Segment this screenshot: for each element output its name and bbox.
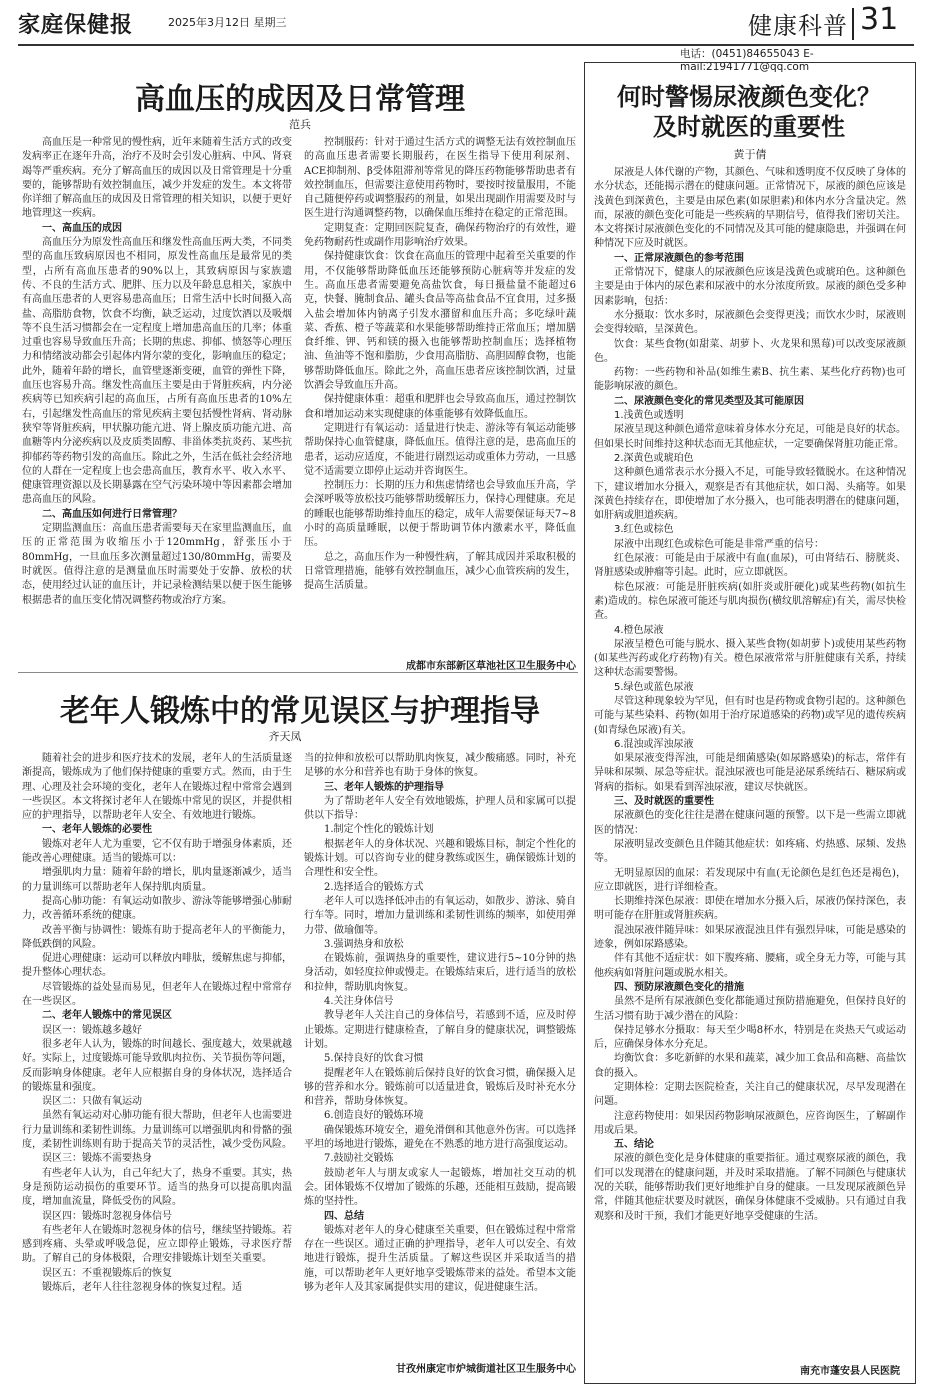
paragraph: 当的拉伸和放松可以帮助肌肉恢复，减少酸痛感。同时，补充足够的水分和营养也有助于身体的恢复。	[304, 753, 576, 779]
page-header	[0, 0, 930, 48]
paragraph: 误区四：锻炼时忽视身体信号	[42, 1210, 172, 1222]
paragraph: 1.制定个性化的锻炼计划	[324, 824, 434, 836]
paragraph: 这种颜色通常表示水分摄入不足，可能导致轻微脱水。在这种情况下，建议增加水分摄入，观察是否有其他症状，如口渴、头痛等。如果深黄色持续存在，即使增加了水分摄入，也可能表明潜在的健康问题，如肝病或胆道疾病。	[594, 467, 906, 522]
paragraph: 红色尿液：可能是由于尿液中有血(血尿)，可由肾结石、膀胱炎、肾脏感染或肿瘤等引起。此时，应立即就医。	[594, 553, 906, 579]
section-heading: 一、高血压的成因	[42, 222, 122, 234]
article2-column-1	[22, 752, 292, 1378]
article3-title	[588, 82, 910, 142]
section-heading: 一、老年人锻炼的必要性	[42, 824, 152, 836]
paragraph: 无明显原因的血尿：若发现尿中有血(无论颜色是红色还是褐色)，应立即就医，进行详细检查。	[594, 867, 906, 893]
paragraph: 随着社会的进步和医疗技术的发展，老年人的生活质量逐渐提高，锻炼成为了他们保持健康的重要方式。然而，由于生理、心理及社会环境的变化，老年人在锻炼过程中常常会遇到一些误区。本文将探讨老年人在锻炼中常见的误区，并提供相应的护理指导，以帮助老年人安全、有效地进行锻炼。	[22, 753, 292, 822]
paragraph: 总之，高血压作为一种慢性病，了解其成因并采取积极的日常管理措施，能够有效控制血压，减少心血管疾病的发生，提高生活质量。	[304, 551, 576, 592]
paragraph: 锻炼对老年人尤为重要，它不仅有助于增强身体素质，还能改善心理健康。适当的锻炼可以：	[22, 838, 292, 865]
paragraph: 锻炼后，老年人往往忽视身体的恢复过程。适	[42, 1281, 242, 1293]
section-heading: 一、正常尿液颜色的参考范围	[614, 252, 744, 264]
page-number: 31	[860, 2, 899, 37]
paragraph: 尿液明显改变颜色且伴随其他症状：如疼痛、灼热感、尿频、发热等。	[594, 838, 906, 865]
paragraph: 很多老年人认为，锻炼的时间越长、强度越大，效果就越好。实际上，过度锻炼可能导致肌肉拉伤、关节损伤等问题，反而影响身体健康。老年人应根据自身的身体状况，选择适合的锻炼量和强度。	[22, 1038, 292, 1093]
paragraph: 高血压是一种常见的慢性病，近年来随着生活方式的改变发病率正在逐年升高，治疗不及时会引发心脏病、中风、肾衰竭等严重疾病。充分了解高血压的成因以及日常管理是十分重要的，能够帮助有效控制血压，减少并发症的发生。本文将带你详细了解高血压的成因及日常管理的相关知识，以便于更好地管理这一疾病。	[22, 137, 292, 220]
paragraph: 2.选择适合的锻炼方式	[324, 881, 424, 893]
article3-author: 黄于倩	[733, 148, 767, 161]
section-heading: 五、结论	[614, 1139, 654, 1151]
paragraph: 高血压分为原发性高血压和继发性高血压两大类，不同类型的高血压致病原因也不相同，原发性高血压是最常见的类型，占所有高血压患者的90%以上，其致病原因与家族遗传、不良的生活方式、肥胖、压力以及年龄息息相关，家族中有高血压患者的人更容易患高血压；日常生活中长时间摄入高盐、高脂肪食物，饮食不均衡，缺乏运动，过度饮酒以及吸烟等不良生活习惯都会在一定程度上增加患高血压的几率；体重过重也容易导致血压升高；长期的焦虑、抑郁、愤怒等心理压力和情绪波动都会引起体内肾尔蒙的变化，影响血压的稳定；此外，随着年龄的增长，血管壁逐渐变硬，血管的弹性下降，血压也容易升高。继发性高血压主要是由于肾脏疾病，内分泌疾病等已知疾病引起的高血压，占所有高血压患者的10%左右，引起继发性高血压的常见疾病主要包括慢性肾病、肾动脉狭窄等肾脏疾病，甲状腺功能亢进、肾上腺皮质功能亢进、高血糖等内分泌疾病以及皮质类固醇、非甾体类抗炎药、某些抗抑郁药等药物引发的高血压。除此之外，生活在低社会经济地位的人群在一定程度上也会患高血压，教育水平、收入水平、健康管理资源以及长期暴露在空气污染环境中等因素都会增加患高血压的风险。	[22, 237, 292, 506]
section-heading: 四、总结	[324, 1210, 364, 1222]
article3-title-line1: 何时警惕尿液颜色变化？	[617, 82, 881, 111]
paragraph: 尿液是人体代谢的产物，其颜色、气味和透明度不仅反映了身体的水分状态，还能揭示潜在的健康问题。正常情况下，尿液的颜色应该是浅黄色到深黄色，主要是由尿色素(如尿胆素)和体内水分含量决定。然而，尿液的颜色变化可能是一些疾病的早期信号，值得我们密切关注。本文将探讨尿液颜色变化的不同情况及其可能的健康隐患，并强调在何种情况下应及时就医。	[594, 167, 906, 250]
article3-organization: 南充市蓬安县人民医院	[800, 1366, 900, 1377]
paragraph: 有些老年人在锻炼时忽视身体的信号，继续坚持锻炼。若感到疼痛、头晕或呼吸急促，应立即停止锻炼，寻求医疗帮助。了解自己的身体极限，合理安排锻炼计划至关重要。	[22, 1224, 292, 1265]
paragraph: 提高心肺功能：有氧运动如散步、游泳等能够增强心肺耐力，改善循环系统的健康。	[22, 895, 292, 922]
paragraph: 如果尿液变得浑浊，可能是细菌感染(如尿路感染)的标志，常伴有异味和尿频、尿急等症状。混浊尿液也可能是泌尿系统结石、糖尿病或肾病的指标。如果看到浑浊尿液，建议尽快就医。	[594, 753, 906, 793]
article1-organization: 成都市东部新区草池社区卫生服务中心	[406, 661, 576, 672]
paragraph: 尿液的颜色变化是身体健康的重要指征。通过观察尿液的颜色，我们可以发现潜在的健康问题，并及时采取措施。了解不同颜色与健康状况的关联，能够帮助我们更好地维护自身的健康。一旦发现尿液颜色异常，伴随其他症状要及时就医，确保身体健康不受威胁。只有通过自我观察和及时干预，我们才能更好地享受健康的生活。	[594, 1153, 906, 1222]
article1-title: 高血压的成因及日常管理	[135, 82, 465, 117]
paragraph: 6.创造良好的锻炼环境	[324, 1110, 424, 1122]
subsection-heading: 2.深黄色或琥珀色	[614, 452, 694, 464]
subsection-heading: 3.红色或棕色	[614, 524, 674, 536]
paragraph: 虽然有氧运动对心肺功能有很大帮助，但老年人也需要进行力量训练和柔韧性训练。力量训练可以增强肌肉和骨骼的强度，柔韧性训练则有助于提高关节的灵活性，减少受伤风险。	[22, 1110, 292, 1151]
paragraph: 虽然不是所有尿液颜色变化都能通过预防措施避免，但保持良好的生活习惯有助于减少潜在的风险：	[594, 996, 906, 1022]
article1-author: 范兵	[289, 118, 311, 131]
paragraph: 保持健康体重：超重和肥胖也会导致高血压，通过控制饮食和增加运动来实现健康的体重能够有效降低血压。	[304, 394, 576, 420]
article2-column-2	[304, 752, 576, 1356]
paragraph: 根据老年人的身体状况、兴趣和锻炼目标，制定个性化的锻炼计划。可以咨询专业的健身教练或医生，确保锻炼计划的合理性和安全性。	[304, 838, 576, 879]
article1-column-2	[304, 136, 576, 646]
subsection-heading: 4.橙色尿液	[614, 624, 664, 636]
paragraph: 尽管这种现象较为罕见，但有时也是药物或食物引起的。这种颜色可能与某些染料、药物(如用于治疗尿道感染的药物)或罕见的遗传疾病(如青绿色尿液)有关。	[594, 695, 906, 736]
paragraph: 7.鼓励社交锻炼	[324, 1153, 394, 1165]
article2-organization: 甘孜州康定市炉城街道社区卫生服务中心	[396, 1364, 576, 1375]
paragraph: 定期复查：定期回医院复查，确保药物治疗的有效性，避免药物耐药性或副作用影响治疗效果。	[304, 222, 576, 249]
section-heading: 四、预防尿液颜色变化的措施	[614, 981, 744, 993]
paragraph: 锻炼对老年人的身心健康至关重要，但在锻炼过程中常常存在一些误区。通过正确的护理指导，老年人可以安全、有效地进行锻炼，提升生活质量。了解这些误区并采取适当的措施，可以帮助老年人更好地享受锻炼带来的益处。希望本文能够为老年人及其家属提供实用的建议，促进健康生活。	[304, 1224, 576, 1293]
paragraph: 确保锻炼环境安全，避免滑倒和其他意外伤害。可以选择平坦的场地进行锻炼，避免在不熟悉的地方进行高强度运动。	[304, 1124, 576, 1151]
paragraph: 为了帮助老年人安全有效地锻炼，护理人员和家属可以提供以下指导：	[304, 795, 576, 822]
paragraph: 增强肌肉力量：随着年龄的增长，肌肉量逐渐减少，适当的力量训练可以帮助老年人保持肌肉质量。	[22, 867, 292, 893]
paragraph: 改善平衡与协调性：锻炼有助于提高老年人的平衡能力，降低跌倒的风险。	[22, 924, 292, 950]
paragraph: 尿液呈现这种颜色通常意味着身体水分充足，可能是良好的状态。但如果长时间维持这种状态而无其他症状，一定要确保肾脏功能正常。	[594, 424, 906, 450]
paragraph: 定期体检：定期去医院检查，关注自己的健康状况，尽早发现潜在问题。	[594, 1082, 906, 1108]
section-name: 健康科普	[748, 12, 848, 40]
paragraph: 保持健康饮食：饮食在高血压的管理中起着至关重要的作用，不仅能够帮助降低血压还能够预防心脏病等并发症的发生。高血压患者需要避免高盐饮食，每日摄盐量不能超过6克，快餐、腌制食品、罐头食品等高盐食品不宜食用，过多摄入盐会增加体内钠离子引发水潴留和血压升高；多吃绿叶蔬菜、香蕉、橙子等蔬菜和水果能够帮助维持正常血压；增加膳食纤维、钾、钙和镁的摄入也能够帮助控制血压；选择植物油、鱼油等不饱和脂肪，少食用高脂肪、高胆固醇食物，也能够帮助降低血压。除此之外，高血压患者应该控制饮酒，过量饮酒会导致血压升高。	[304, 251, 576, 392]
paragraph: 提醒老年人在锻炼前后保持良好的饮食习惯，确保摄入足够的营养和水分。锻炼前可以适量进食，锻炼后及时补充水分和营养，帮助身体恢复。	[304, 1067, 576, 1108]
section-heading: 二、尿液颜色变化的常见类型及其可能原因	[614, 395, 804, 407]
paragraph: 老年人可以选择低冲击的有氧运动，如散步、游泳、骑自行车等。同时，增加力量训练和柔韧性训练的频率，如使用弹力带、做瑜伽等。	[304, 895, 576, 936]
article-separator	[18, 672, 578, 673]
paragraph: 控制压力：长期的压力和焦虑情绪也会导致血压升高，学会深呼吸等放松技巧能够帮助缓解压力，保持心理健康。充足的睡眠也能够帮助维持血压的稳定，成年人需要保证每天7~8小时的高质量睡眠，以便于帮助调节体内激素水平，降低血压。	[304, 480, 576, 549]
section-heading: 三、及时就医的重要性	[614, 796, 714, 808]
paragraph: 尽管锻炼的益处显而易见，但老年人在锻炼过程中常常存在一些误区。	[22, 981, 292, 1008]
subsection-heading: 5.绿色或蓝色尿液	[614, 681, 694, 693]
paragraph: 鼓励老年人与朋友或家人一起锻炼，增加社交互动的机会。团体锻炼不仅增加了锻炼的乐趣，还能相互鼓励，提高锻炼的坚持性。	[304, 1167, 576, 1208]
paragraph: 饮食：某些食物(如甜菜、胡萝卜、火龙果和黑莓)可以改变尿液颜色。	[594, 338, 906, 364]
section-heading: 二、老年人锻炼中的常见误区	[42, 1010, 172, 1022]
paragraph: 水分摄取：饮水多时，尿液颜色会变得更浅；而饮水少时，尿液则会变得较暗，呈深黄色。	[594, 309, 906, 336]
paragraph: 3.强调热身和放松	[324, 938, 404, 950]
paragraph: 保持足够水分摄取：每天至少喝8杯水，特别是在炎热天气或运动后，应确保身体水分充足。	[594, 1024, 906, 1051]
paragraph: 教导老年人关注自己的身体信号，若感到不适，应及时停止锻炼。定期进行健康检查，了解自身的健康状况，调整锻炼计划。	[304, 1010, 576, 1050]
paragraph: 尿液中出现红色或棕色可能是非常严重的信号：	[614, 538, 824, 550]
paragraph: 均衡饮食：多吃新鲜的水果和蔬菜，减少加工食品和高糖、高盐饮食的摄入。	[594, 1053, 906, 1079]
paragraph: 误区三：锻炼不需要热身	[42, 1153, 152, 1165]
paragraph: 有些老年人认为，自己年纪大了，热身不重要。其实，热身是预防运动损伤的重要环节。适当的热身可以提高肌肉温度，增加血流量，降低受伤的风险。	[22, 1167, 292, 1208]
section-heading: 三、老年人锻炼的护理指导	[324, 781, 444, 793]
paragraph: 促进心理健康：运动可以释放内啡肽，缓解焦虑与抑郁，提升整体心理状态。	[22, 953, 292, 979]
subsection-heading: 1.浅黄色或透明	[614, 410, 684, 422]
paragraph: 尿液颜色的变化往往是潜在健康问题的预警。以下是一些需立即就医的情况：	[594, 810, 906, 836]
contact-info: 电话：(0451)84655043 E-mail:21941771@qq.com	[680, 48, 814, 73]
paragraph: 药物：一些药物和补品(如维生素B、抗生素、某些化疗药物)也可能影响尿液的颜色。	[594, 367, 906, 393]
paper-name: 家庭保健报	[18, 12, 134, 38]
paragraph: 误区五：不重视锻炼后的恢复	[42, 1267, 172, 1279]
subsection-heading: 6.混浊或浑浊尿液	[614, 738, 694, 750]
section-heading: 二、高血压如何进行日常管理？	[42, 508, 182, 520]
paragraph: 在锻炼前，强调热身的重要性，建议进行5~10分钟的热身活动，如轻度拉伸或慢走。在锻炼结束后，进行适当的放松和拉伸，帮助肌肉恢复。	[304, 953, 576, 993]
article1-column-1	[22, 136, 292, 656]
paragraph: 长期维持深色尿液：即使在增加水分摄入后，尿液仍保持深色，表明可能存在肝脏或肾脏疾病。	[594, 896, 906, 922]
paragraph: 4.关注身体信号	[324, 996, 394, 1008]
paragraph: 控制服药：针对于通过生活方式的调整无法有效控制血压的高血压患者需要长期服药，在医生指导下使用利尿剂、ACE抑制剂、β受体阻滞剂等常见的降压药物能够帮助患者有效控制血压，但需要注意使用药物时，要按时按量服用，不能自己随便停药或调整服药的剂量，如果出现副作用需要及时与医生进行沟通调整药物，以确保血压维持在稳定的正常范围。	[304, 137, 576, 220]
paragraph: 棕色尿液：可能是肝脏疾病(如肝炎或肝硬化)或某些药物(如抗生素)造成的。棕色尿液可能还与肌肉损伤(横纹肌溶解症)有关，需尽快检查。	[594, 581, 906, 622]
paragraph: 注意药物使用：如果因药物影响尿液颜色，应咨询医生，了解副作用或后果。	[594, 1110, 906, 1136]
article3-title-line2: 及时就医的重要性	[653, 112, 845, 141]
paragraph: 伴有其他不适症状：如下腹疼痛、腰痛，或全身无力等，可能与其他疾病如肾脏问题或脱水相关。	[594, 953, 906, 979]
paragraph: 正常情况下，健康人的尿液颜色应该是浅黄色或琥珀色。这种颜色主要是由于体内的尿色素和尿液中的水分浓度所致。尿液的颜色受多种因素影响，包括：	[594, 267, 906, 307]
paragraph: 5.保持良好的饮食习惯	[324, 1053, 424, 1065]
issue-date: 2025年3月12日 星期三	[168, 16, 287, 29]
paragraph: 误区二：只做有氧运动	[42, 1096, 142, 1108]
paragraph: 尿液呈橙色可能与脱水、摄入某些食物(如胡萝卜)或使用某些药物(如某些泻药或化疗药物)有关。橙色尿液常常与肝脏健康有关系，持续这种状态需要警惕。	[594, 638, 906, 679]
paragraph: 定期监测血压：高血压患者需要每天在家里监测血压，血压的正常范围为收缩压小于120mmHg，舒张压小于80mmHg，一旦血压多次测量超过130/80mmHg，需要及时就医。值得注意的是测量血压时需要处于安静、放松的状态，使用经过认证的血压计，并记录检测结果以便于医生能够根据患者的血压变化情况调整药物或治疗方案。	[22, 523, 292, 606]
paragraph: 混浊尿液伴随异味：如果尿液混浊且伴有强烈异味，可能是感染的迹象，例如尿路感染。	[594, 924, 906, 951]
article3-body	[594, 166, 906, 1356]
paragraph: 定期进行有氧运动：适量进行快走、游泳等有氧运动能够帮助保持心血管健康，降低血压。值得注意的是，患高血压的患者，运动应适度，不能进行剧烈运动或重体力劳动，一旦感觉不适需要立即停止运动并咨询医生。	[304, 422, 576, 477]
article2-author: 齐天凤	[268, 730, 302, 743]
header-divider	[852, 8, 854, 40]
article2-title: 老年人锻炼中的常见误区与护理指导	[60, 694, 540, 729]
paragraph: 误区一：锻炼越多越好	[42, 1024, 142, 1036]
